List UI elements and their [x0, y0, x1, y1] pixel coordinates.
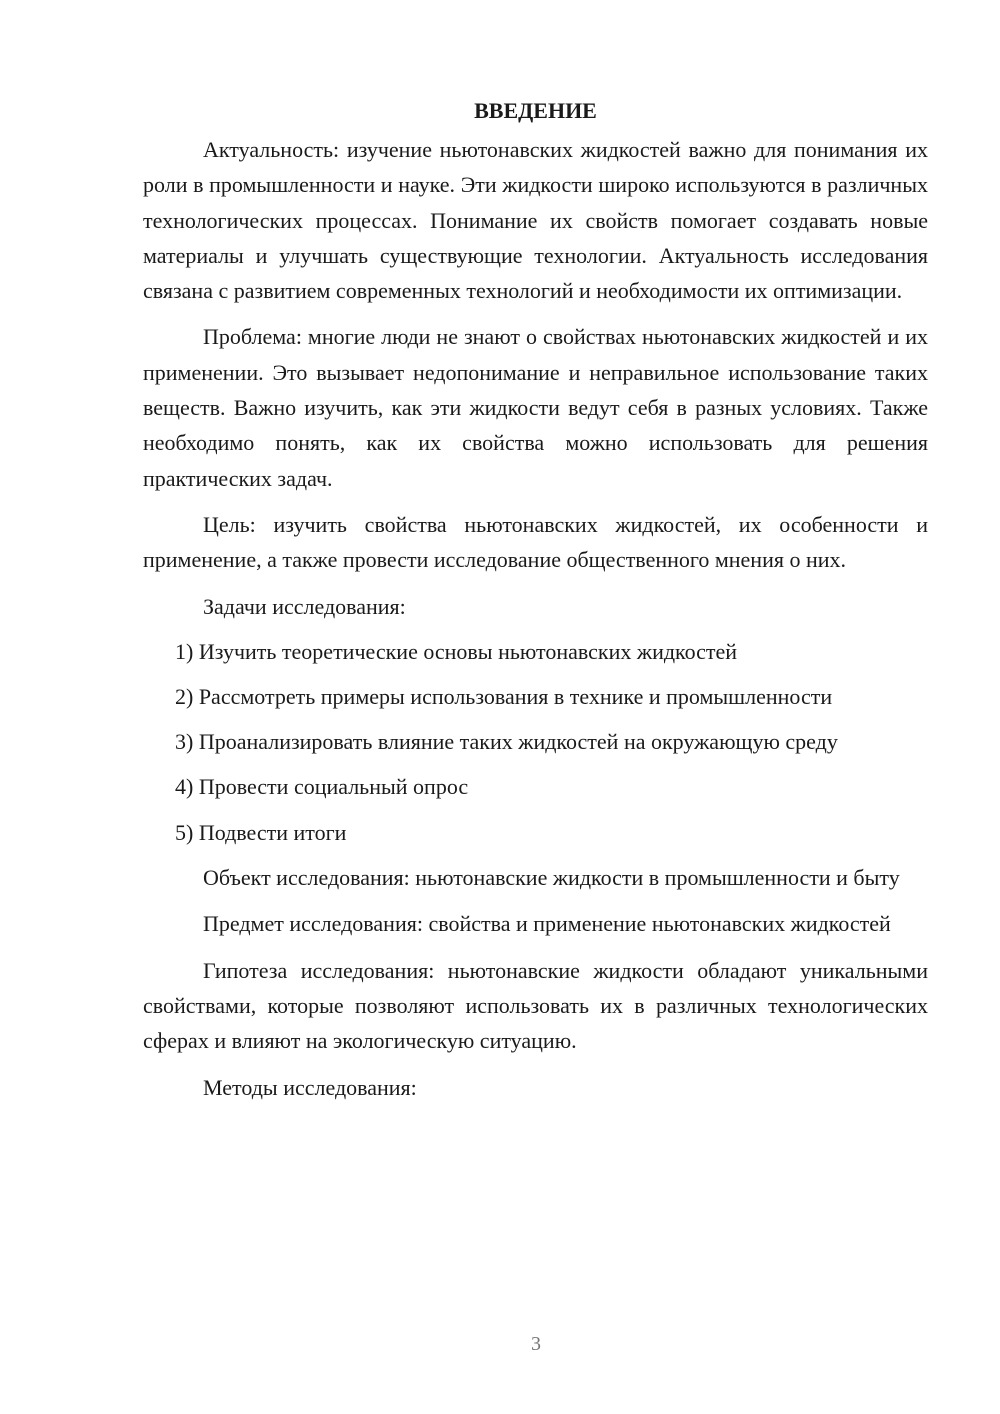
relevance-paragraph: Актуальность: изучение ньютонавских жидкостей важно для понимания их роли в промышленности и науке. Эти жидкости широко используются в различных технологических процессах. Понимание их свойств помогает создавать новые материалы и улучшать существующие технологии. Актуальность исследования связана с развитием современных технологий и необходимости их оптимизации.	[143, 137, 928, 304]
goal-paragraph: Цель: изучить свойства ньютонавских жидкостей, их особенности и применение, а также провести исследование общественного мнения о них.	[143, 511, 928, 573]
list-item: 2) Рассмотреть примеры использования в технике и промышленности	[175, 683, 833, 709]
tasks-title: Задачи исследования:	[203, 593, 406, 619]
methods-title: Методы исследования:	[203, 1074, 417, 1100]
list-item: 4) Провести социальный опрос	[175, 774, 469, 800]
tasks-list	[143, 634, 928, 850]
subject-paragraph: Предмет исследования: свойства и применение ньютонавских жидкостей	[203, 911, 891, 937]
section-heading: ВВЕДЕНИЕ	[474, 98, 597, 123]
page-number: 3	[531, 1333, 541, 1355]
hypothesis-paragraph: Гипотеза исследования: ньютонавские жидкости обладают уникальными свойствами, которые позволяют использовать их в различных технологических сферах и влияют на экологическую ситуацию.	[143, 957, 928, 1054]
list-item: 5) Подвести итоги	[175, 819, 347, 845]
list-item: 1) Изучить теоретические основы ньютонавских жидкостей	[175, 638, 738, 664]
document-page	[143, 93, 928, 1115]
problem-paragraph: Проблема: многие люди не знают о свойствах ньютонавских жидкостей и их применении. Это вызывает недопонимание и неправильное использование таких веществ. Важно изучить, как эти жидкости ведут себя в разных условиях. Также необходимо понять, как их свойства можно использовать для решения практических задач.	[143, 324, 928, 491]
object-paragraph: Объект исследования: ньютонавские жидкости в промышленности и быту	[203, 865, 900, 891]
list-item: 3) Проанализировать влияние таких жидкостей на окружающую среду	[175, 729, 838, 755]
